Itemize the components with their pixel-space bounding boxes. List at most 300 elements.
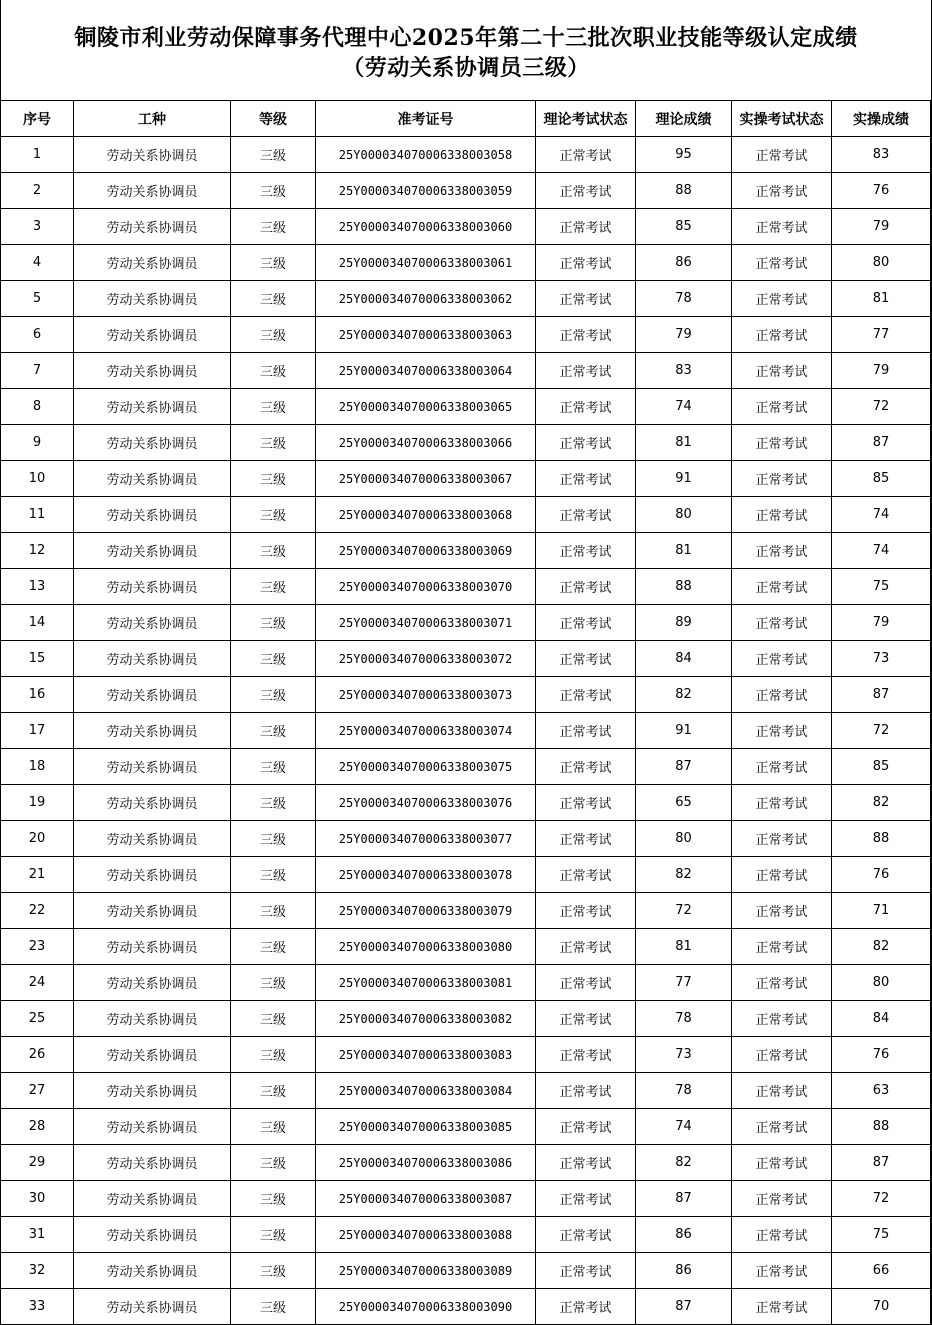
- cell-theory-score: 81: [636, 425, 732, 461]
- cell-occupation: 劳动关系协调员: [74, 1253, 231, 1289]
- cell-occupation: 劳动关系协调员: [74, 929, 231, 965]
- cell-occupation: 劳动关系协调员: [74, 1217, 231, 1253]
- cell-practical-score: 77: [832, 317, 931, 353]
- table-row: [1, 785, 931, 821]
- cell-theory-score: 81: [636, 929, 732, 965]
- cell-index: 21: [1, 857, 74, 893]
- cell-level: 三级: [231, 785, 316, 821]
- cell-practical-status: 正常考试: [732, 641, 832, 677]
- cell-theory-score: 86: [636, 245, 732, 281]
- cell-admission-number: 25Y000034070006338003064: [316, 353, 536, 389]
- cell-practical-status: 正常考试: [732, 965, 832, 1001]
- cell-level: 三级: [231, 1289, 316, 1325]
- cell-index: 16: [1, 677, 74, 713]
- cell-practical-score: 74: [832, 497, 931, 533]
- cell-theory-status: 正常考试: [536, 1001, 636, 1037]
- cell-level: 三级: [231, 893, 316, 929]
- cell-admission-number: 25Y000034070006338003086: [316, 1145, 536, 1181]
- cell-theory-status: 正常考试: [536, 137, 636, 173]
- cell-practical-score: 71: [832, 893, 931, 929]
- cell-occupation: 劳动关系协调员: [74, 533, 231, 569]
- cell-theory-score: 82: [636, 1145, 732, 1181]
- table-row: [1, 713, 931, 749]
- cell-theory-score: 78: [636, 281, 732, 317]
- cell-practical-status: 正常考试: [732, 821, 832, 857]
- cell-practical-status: 正常考试: [732, 173, 832, 209]
- cell-practical-status: 正常考试: [732, 785, 832, 821]
- cell-occupation: 劳动关系协调员: [74, 1289, 231, 1325]
- cell-level: 三级: [231, 1253, 316, 1289]
- cell-practical-status: 正常考试: [732, 893, 832, 929]
- cell-occupation: 劳动关系协调员: [74, 461, 231, 497]
- cell-occupation: 劳动关系协调员: [74, 641, 231, 677]
- cell-occupation: 劳动关系协调员: [74, 209, 231, 245]
- cell-practical-score: 72: [832, 713, 931, 749]
- cell-index: 20: [1, 821, 74, 857]
- cell-level: 三级: [231, 425, 316, 461]
- cell-index: 33: [1, 1289, 74, 1325]
- cell-occupation: 劳动关系协调员: [74, 1109, 231, 1145]
- cell-practical-score: 76: [832, 857, 931, 893]
- cell-admission-number: 25Y000034070006338003073: [316, 677, 536, 713]
- cell-practical-score: 73: [832, 641, 931, 677]
- cell-theory-score: 80: [636, 821, 732, 857]
- cell-admission-number: 25Y000034070006338003089: [316, 1253, 536, 1289]
- cell-index: 14: [1, 605, 74, 641]
- cell-theory-status: 正常考试: [536, 353, 636, 389]
- cell-occupation: 劳动关系协调员: [74, 713, 231, 749]
- cell-occupation: 劳动关系协调员: [74, 497, 231, 533]
- cell-index: 25: [1, 1001, 74, 1037]
- cell-practical-status: 正常考试: [732, 209, 832, 245]
- cell-practical-status: 正常考试: [732, 353, 832, 389]
- header-practical-status: 实操考试状态: [732, 101, 832, 137]
- cell-level: 三级: [231, 137, 316, 173]
- cell-practical-status: 正常考试: [732, 929, 832, 965]
- cell-admission-number: 25Y000034070006338003079: [316, 893, 536, 929]
- cell-practical-status: 正常考试: [732, 857, 832, 893]
- cell-theory-score: 72: [636, 893, 732, 929]
- cell-practical-status: 正常考试: [732, 281, 832, 317]
- table-row: [1, 317, 931, 353]
- table-row: [1, 497, 931, 533]
- cell-practical-status: 正常考试: [732, 317, 832, 353]
- cell-practical-score: 66: [832, 1253, 931, 1289]
- cell-practical-score: 87: [832, 425, 931, 461]
- cell-theory-score: 85: [636, 209, 732, 245]
- cell-index: 29: [1, 1145, 74, 1181]
- cell-level: 三级: [231, 1109, 316, 1145]
- cell-theory-status: 正常考试: [536, 641, 636, 677]
- cell-practical-status: 正常考试: [732, 605, 832, 641]
- table-row: [1, 1109, 931, 1145]
- cell-admission-number: 25Y000034070006338003075: [316, 749, 536, 785]
- cell-practical-score: 80: [832, 965, 931, 1001]
- cell-admission-number: 25Y000034070006338003077: [316, 821, 536, 857]
- cell-practical-score: 75: [832, 1217, 931, 1253]
- cell-index: 24: [1, 965, 74, 1001]
- cell-practical-status: 正常考试: [732, 497, 832, 533]
- cell-theory-status: 正常考试: [536, 1253, 636, 1289]
- cell-practical-score: 83: [832, 137, 931, 173]
- cell-theory-status: 正常考试: [536, 1217, 636, 1253]
- cell-theory-score: 88: [636, 173, 732, 209]
- cell-level: 三级: [231, 533, 316, 569]
- table-row: [1, 173, 931, 209]
- cell-occupation: 劳动关系协调员: [74, 317, 231, 353]
- cell-level: 三级: [231, 1145, 316, 1181]
- cell-theory-status: 正常考试: [536, 245, 636, 281]
- cell-index: 22: [1, 893, 74, 929]
- table-row: [1, 821, 931, 857]
- cell-theory-score: 78: [636, 1073, 732, 1109]
- table-row: [1, 677, 931, 713]
- table-row: [1, 893, 931, 929]
- table-row: [1, 749, 931, 785]
- cell-practical-status: 正常考试: [732, 1001, 832, 1037]
- cell-level: 三级: [231, 569, 316, 605]
- cell-admission-number: 25Y000034070006338003083: [316, 1037, 536, 1073]
- cell-practical-status: 正常考试: [732, 1145, 832, 1181]
- cell-occupation: 劳动关系协调员: [74, 137, 231, 173]
- cell-occupation: 劳动关系协调员: [74, 749, 231, 785]
- cell-practical-status: 正常考试: [732, 389, 832, 425]
- cell-admission-number: 25Y000034070006338003074: [316, 713, 536, 749]
- cell-theory-score: 82: [636, 857, 732, 893]
- cell-practical-score: 81: [832, 281, 931, 317]
- cell-admission-number: 25Y000034070006338003084: [316, 1073, 536, 1109]
- cell-admission-number: 25Y000034070006338003067: [316, 461, 536, 497]
- cell-level: 三级: [231, 1217, 316, 1253]
- table-row: [1, 641, 931, 677]
- cell-theory-status: 正常考试: [536, 929, 636, 965]
- cell-index: 28: [1, 1109, 74, 1145]
- cell-theory-score: 89: [636, 605, 732, 641]
- cell-index: 2: [1, 173, 74, 209]
- cell-theory-status: 正常考试: [536, 605, 636, 641]
- table-row: [1, 1001, 931, 1037]
- header-theory-status: 理论考试状态: [536, 101, 636, 137]
- cell-occupation: 劳动关系协调员: [74, 425, 231, 461]
- cell-level: 三级: [231, 713, 316, 749]
- cell-occupation: 劳动关系协调员: [74, 857, 231, 893]
- cell-theory-status: 正常考试: [536, 1181, 636, 1217]
- cell-level: 三级: [231, 353, 316, 389]
- cell-level: 三级: [231, 821, 316, 857]
- cell-theory-score: 91: [636, 713, 732, 749]
- table-row: [1, 425, 931, 461]
- cell-theory-status: 正常考试: [536, 749, 636, 785]
- cell-occupation: 劳动关系协调员: [74, 245, 231, 281]
- cell-practical-score: 80: [832, 245, 931, 281]
- cell-level: 三级: [231, 389, 316, 425]
- table-row: [1, 929, 931, 965]
- title-block: [1, 0, 931, 100]
- cell-level: 三级: [231, 173, 316, 209]
- cell-occupation: 劳动关系协调员: [74, 1001, 231, 1037]
- cell-level: 三级: [231, 677, 316, 713]
- cell-theory-score: 65: [636, 785, 732, 821]
- cell-occupation: 劳动关系协调员: [74, 785, 231, 821]
- cell-index: 12: [1, 533, 74, 569]
- cell-theory-status: 正常考试: [536, 389, 636, 425]
- cell-admission-number: 25Y000034070006338003066: [316, 425, 536, 461]
- cell-theory-score: 79: [636, 317, 732, 353]
- table-row: [1, 1181, 931, 1217]
- cell-index: 19: [1, 785, 74, 821]
- cell-index: 8: [1, 389, 74, 425]
- table-body: [1, 137, 931, 1325]
- cell-occupation: 劳动关系协调员: [74, 569, 231, 605]
- cell-index: 9: [1, 425, 74, 461]
- cell-theory-status: 正常考试: [536, 1109, 636, 1145]
- cell-level: 三级: [231, 461, 316, 497]
- table-row: [1, 281, 931, 317]
- cell-theory-score: 83: [636, 353, 732, 389]
- cell-practical-score: 82: [832, 929, 931, 965]
- cell-index: 27: [1, 1073, 74, 1109]
- cell-admission-number: 25Y000034070006338003078: [316, 857, 536, 893]
- table-row: [1, 965, 931, 1001]
- cell-practical-status: 正常考试: [732, 677, 832, 713]
- cell-occupation: 劳动关系协调员: [74, 677, 231, 713]
- cell-occupation: 劳动关系协调员: [74, 605, 231, 641]
- cell-theory-status: 正常考试: [536, 857, 636, 893]
- cell-admission-number: 25Y000034070006338003062: [316, 281, 536, 317]
- cell-occupation: 劳动关系协调员: [74, 965, 231, 1001]
- cell-theory-status: 正常考试: [536, 533, 636, 569]
- cell-index: 23: [1, 929, 74, 965]
- table-row: [1, 605, 931, 641]
- cell-theory-score: 86: [636, 1217, 732, 1253]
- cell-occupation: 劳动关系协调员: [74, 281, 231, 317]
- cell-occupation: 劳动关系协调员: [74, 389, 231, 425]
- cell-occupation: 劳动关系协调员: [74, 821, 231, 857]
- cell-index: 26: [1, 1037, 74, 1073]
- cell-practical-score: 70: [832, 1289, 931, 1325]
- cell-index: 6: [1, 317, 74, 353]
- cell-practical-status: 正常考试: [732, 1217, 832, 1253]
- table-row: [1, 1037, 931, 1073]
- table-row: [1, 137, 931, 173]
- cell-level: 三级: [231, 1001, 316, 1037]
- cell-level: 三级: [231, 965, 316, 1001]
- header-level: 等级: [231, 101, 316, 137]
- cell-admission-number: 25Y000034070006338003060: [316, 209, 536, 245]
- cell-theory-score: 78: [636, 1001, 732, 1037]
- cell-index: 5: [1, 281, 74, 317]
- cell-theory-score: 77: [636, 965, 732, 1001]
- cell-admission-number: 25Y000034070006338003076: [316, 785, 536, 821]
- cell-theory-status: 正常考试: [536, 893, 636, 929]
- cell-level: 三级: [231, 245, 316, 281]
- cell-admission-number: 25Y000034070006338003072: [316, 641, 536, 677]
- cell-practical-status: 正常考试: [732, 1073, 832, 1109]
- table-row: [1, 1253, 931, 1289]
- cell-theory-score: 95: [636, 137, 732, 173]
- cell-occupation: 劳动关系协调员: [74, 1073, 231, 1109]
- cell-index: 3: [1, 209, 74, 245]
- cell-practical-score: 88: [832, 821, 931, 857]
- cell-admission-number: 25Y000034070006338003071: [316, 605, 536, 641]
- cell-theory-score: 73: [636, 1037, 732, 1073]
- table-row: [1, 461, 931, 497]
- table-row: [1, 245, 931, 281]
- cell-practical-score: 79: [832, 353, 931, 389]
- cell-level: 三级: [231, 929, 316, 965]
- header-practical-score: 实操成绩: [832, 101, 931, 137]
- cell-practical-score: 74: [832, 533, 931, 569]
- cell-admission-number: 25Y000034070006338003088: [316, 1217, 536, 1253]
- cell-theory-status: 正常考试: [536, 173, 636, 209]
- cell-theory-status: 正常考试: [536, 425, 636, 461]
- cell-theory-status: 正常考试: [536, 785, 636, 821]
- cell-practical-score: 82: [832, 785, 931, 821]
- cell-occupation: 劳动关系协调员: [74, 893, 231, 929]
- cell-level: 三级: [231, 857, 316, 893]
- cell-theory-status: 正常考试: [536, 461, 636, 497]
- cell-theory-score: 80: [636, 497, 732, 533]
- cell-admission-number: 25Y000034070006338003061: [316, 245, 536, 281]
- scores-table: [0, 100, 931, 1325]
- cell-theory-score: 86: [636, 1253, 732, 1289]
- header-admission-number: 准考证号: [316, 101, 536, 137]
- cell-level: 三级: [231, 749, 316, 785]
- cell-index: 7: [1, 353, 74, 389]
- cell-level: 三级: [231, 497, 316, 533]
- cell-index: 1: [1, 137, 74, 173]
- cell-theory-status: 正常考试: [536, 713, 636, 749]
- cell-level: 三级: [231, 209, 316, 245]
- cell-admission-number: 25Y000034070006338003070: [316, 569, 536, 605]
- cell-practical-status: 正常考试: [732, 245, 832, 281]
- cell-admission-number: 25Y000034070006338003090: [316, 1289, 536, 1325]
- cell-admission-number: 25Y000034070006338003082: [316, 1001, 536, 1037]
- table-row: [1, 857, 931, 893]
- cell-theory-status: 正常考试: [536, 677, 636, 713]
- cell-occupation: 劳动关系协调员: [74, 353, 231, 389]
- cell-occupation: 劳动关系协调员: [74, 1181, 231, 1217]
- cell-theory-score: 91: [636, 461, 732, 497]
- cell-practical-status: 正常考试: [732, 749, 832, 785]
- cell-theory-score: 81: [636, 533, 732, 569]
- document-subtitle: （劳动关系协调员三级）: [342, 55, 590, 81]
- cell-theory-score: 82: [636, 677, 732, 713]
- cell-index: 30: [1, 1181, 74, 1217]
- cell-practical-status: 正常考试: [732, 1181, 832, 1217]
- cell-practical-status: 正常考试: [732, 1253, 832, 1289]
- cell-theory-status: 正常考试: [536, 317, 636, 353]
- cell-practical-score: 84: [832, 1001, 931, 1037]
- cell-index: 31: [1, 1217, 74, 1253]
- cell-index: 10: [1, 461, 74, 497]
- cell-index: 18: [1, 749, 74, 785]
- header-index: 序号: [1, 101, 74, 137]
- cell-practical-score: 76: [832, 1037, 931, 1073]
- cell-practical-status: 正常考试: [732, 569, 832, 605]
- cell-admission-number: 25Y000034070006338003058: [316, 137, 536, 173]
- table-row: [1, 389, 931, 425]
- cell-theory-status: 正常考试: [536, 209, 636, 245]
- cell-practical-status: 正常考试: [732, 1289, 832, 1325]
- cell-practical-status: 正常考试: [732, 713, 832, 749]
- table-row: [1, 1217, 931, 1253]
- cell-theory-score: 74: [636, 389, 732, 425]
- cell-practical-score: 76: [832, 173, 931, 209]
- table-row: [1, 533, 931, 569]
- cell-admission-number: 25Y000034070006338003081: [316, 965, 536, 1001]
- cell-admission-number: 25Y000034070006338003059: [316, 173, 536, 209]
- cell-theory-status: 正常考试: [536, 497, 636, 533]
- cell-theory-status: 正常考试: [536, 1073, 636, 1109]
- cell-admission-number: 25Y000034070006338003085: [316, 1109, 536, 1145]
- cell-theory-status: 正常考试: [536, 965, 636, 1001]
- cell-theory-status: 正常考试: [536, 1145, 636, 1181]
- table-row: [1, 1145, 931, 1181]
- cell-practical-score: 63: [832, 1073, 931, 1109]
- table-header-row: [1, 101, 931, 137]
- table-row: [1, 209, 931, 245]
- cell-occupation: 劳动关系协调员: [74, 1145, 231, 1181]
- cell-admission-number: 25Y000034070006338003080: [316, 929, 536, 965]
- cell-level: 三级: [231, 1037, 316, 1073]
- cell-practical-score: 72: [832, 1181, 931, 1217]
- cell-theory-status: 正常考试: [536, 569, 636, 605]
- cell-index: 11: [1, 497, 74, 533]
- table-row: [1, 1073, 931, 1109]
- table-row: [1, 353, 931, 389]
- cell-practical-status: 正常考试: [732, 1109, 832, 1145]
- cell-practical-status: 正常考试: [732, 533, 832, 569]
- cell-level: 三级: [231, 281, 316, 317]
- cell-level: 三级: [231, 605, 316, 641]
- cell-index: 13: [1, 569, 74, 605]
- table-row: [1, 1289, 931, 1325]
- cell-index: 15: [1, 641, 74, 677]
- document-title: 铜陵市利业劳动保障事务代理中心2025年第二十三批次职业技能等级认定成绩: [74, 25, 858, 51]
- cell-practical-status: 正常考试: [732, 461, 832, 497]
- cell-level: 三级: [231, 317, 316, 353]
- cell-practical-status: 正常考试: [732, 425, 832, 461]
- cell-theory-score: 87: [636, 1289, 732, 1325]
- cell-practical-score: 79: [832, 605, 931, 641]
- cell-admission-number: 25Y000034070006338003069: [316, 533, 536, 569]
- cell-theory-score: 74: [636, 1109, 732, 1145]
- cell-practical-score: 72: [832, 389, 931, 425]
- header-occupation: 工种: [74, 101, 231, 137]
- cell-level: 三级: [231, 1073, 316, 1109]
- cell-theory-status: 正常考试: [536, 1289, 636, 1325]
- cell-theory-status: 正常考试: [536, 821, 636, 857]
- cell-theory-score: 87: [636, 1181, 732, 1217]
- cell-practical-status: 正常考试: [732, 137, 832, 173]
- cell-practical-score: 79: [832, 209, 931, 245]
- cell-practical-score: 87: [832, 1145, 931, 1181]
- cell-practical-score: 75: [832, 569, 931, 605]
- cell-practical-score: 87: [832, 677, 931, 713]
- cell-occupation: 劳动关系协调员: [74, 1037, 231, 1073]
- cell-admission-number: 25Y000034070006338003087: [316, 1181, 536, 1217]
- cell-level: 三级: [231, 1181, 316, 1217]
- cell-occupation: 劳动关系协调员: [74, 173, 231, 209]
- cell-practical-score: 85: [832, 749, 931, 785]
- cell-theory-score: 88: [636, 569, 732, 605]
- cell-admission-number: 25Y000034070006338003063: [316, 317, 536, 353]
- table-row: [1, 569, 931, 605]
- cell-index: 4: [1, 245, 74, 281]
- cell-theory-score: 84: [636, 641, 732, 677]
- cell-index: 32: [1, 1253, 74, 1289]
